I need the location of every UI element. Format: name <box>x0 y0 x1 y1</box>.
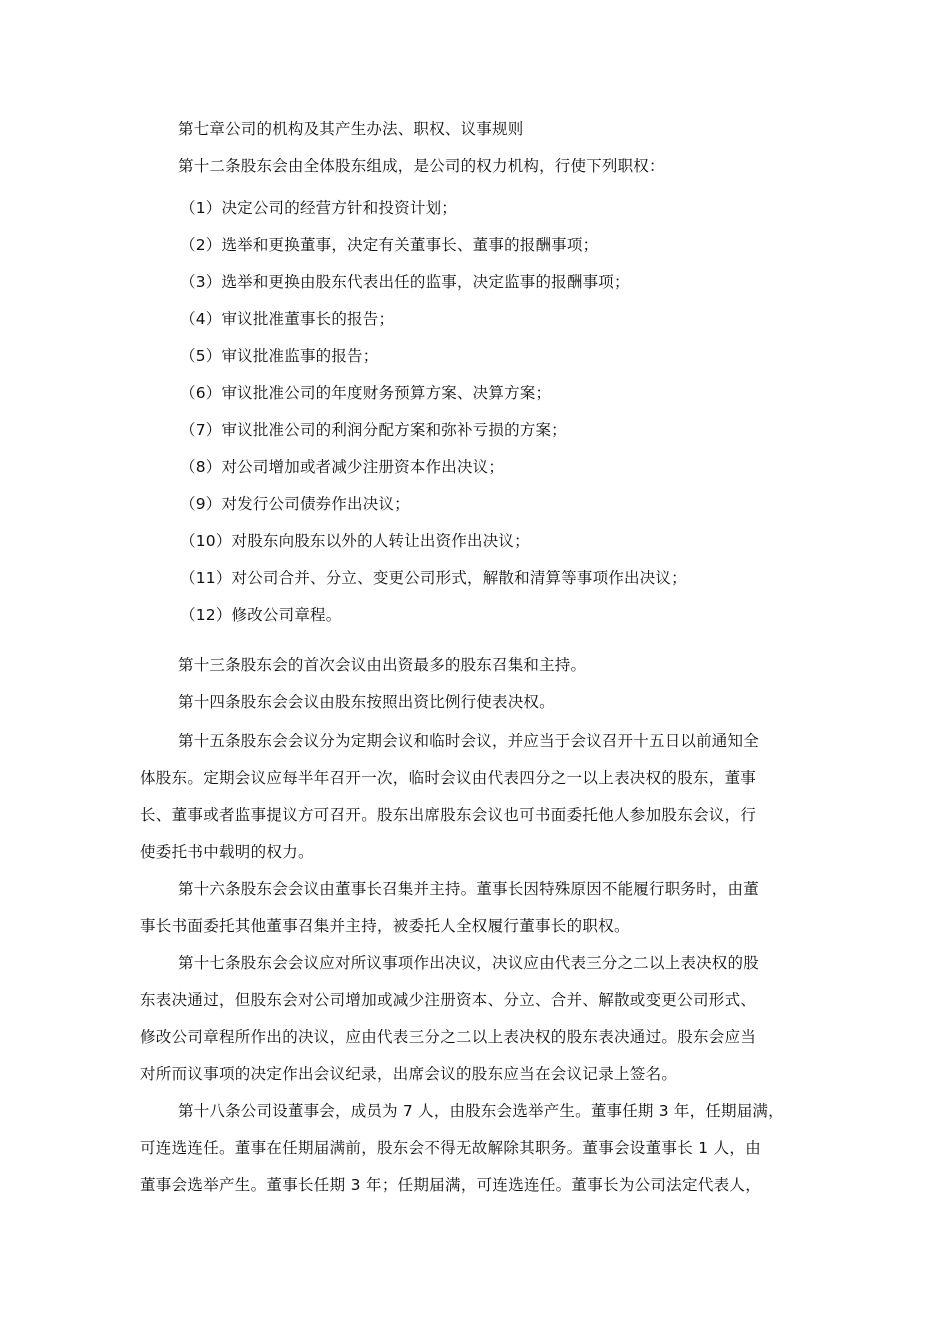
article-17-line-4: 对所而议事项的决定作出会议纪录，出席会议的股东应当在会议记录上签名。 <box>140 1065 678 1083</box>
article-16-line-1: 第十六条股东会会议由董事长召集并主持。董事长因特殊原因不能履行职务时，由董 <box>178 880 759 898</box>
article-14: 第十四条股东会会议由股东按照出资比例行使表决权。 <box>178 693 555 711</box>
article-17-line-1: 第十七条股东会会议应对所议事项作出决议，决议应由代表三分之二以上表决权的股 <box>178 954 759 972</box>
article-15-line-4: 使委托书中载明的权力。 <box>140 843 314 861</box>
article-15-line-3: 长、董事或者监事提议方可召开。股东出席股东会议也可书面委托他人参加股东会议，行 <box>140 806 757 824</box>
article-12-item-9: （9）对发行公司债券作出决议； <box>180 495 410 513</box>
article-12-item-3: （3）选举和更换由股东代表出任的监事，决定监事的报酬事项； <box>180 273 630 291</box>
article-12-item-5: （5）审议批准监事的报告； <box>180 347 379 365</box>
article-12-item-2: （2）选举和更换董事，决定有关董事长、董事的报酬事项； <box>180 236 599 254</box>
chapter-title: 第七章公司的机构及其产生办法、职权、议事规则 <box>178 120 524 138</box>
article-12-item-6: （6）审议批准公司的年度财务预算方案、决算方案； <box>180 384 552 402</box>
article-12-item-11: （11）对公司合并、分立、变更公司形式，解散和清算等事项作出决议； <box>180 569 687 587</box>
article-15-line-1: 第十五条股东会会议分为定期会议和临时会议，并应当于会议召开十五日以前通知全 <box>178 732 759 750</box>
article-12-item-1: （1）决定公司的经营方针和投资计划； <box>180 199 457 217</box>
article-12-intro: 第十二条股东会由全体股东组成，是公司的权力机构，行使下列职权： <box>178 157 665 175</box>
article-18-line-3: 董事会选举产生。董事长任期 3 年；任期届满，可连选连任。董事长为公司法定代表人， <box>140 1176 762 1194</box>
article-17-line-3: 修改公司章程所作出的决议，应由代表三分之二以上表决权的股东表决通过。股东会应当 <box>140 1028 757 1046</box>
article-12-item-4: （4）审议批准董事长的报告； <box>180 310 395 328</box>
article-12-item-8: （8）对公司增加或者减少注册资本作出决议； <box>180 458 505 476</box>
article-12-item-10: （10）对股东向股东以外的人转让出资作出决议； <box>180 532 530 550</box>
article-16-line-2: 事长书面委托其他董事召集并主持，被委托人全权履行董事长的职权。 <box>140 917 630 935</box>
article-15-line-2: 体股东。定期会议应每半年召开一次，临时会议由代表四分之一以上表决权的股东，董事 <box>140 769 757 787</box>
article-17-line-2: 东表决通过，但股东会对公司增加或减少注册资本、分立、合并、解散或变更公司形式、 <box>140 991 757 1009</box>
article-12-item-12: （12）修改公司章程。 <box>180 606 342 624</box>
article-18-line-1: 第十八条公司设董事会，成员为 7 人，由股东会选举产生。董事任期 3 年，任期届满， <box>178 1102 784 1120</box>
article-12-item-7: （7）审议批准公司的利润分配方案和弥补亏损的方案； <box>180 421 567 439</box>
article-13: 第十三条股东会的首次会议由出资最多的股东召集和主持。 <box>178 656 587 674</box>
article-18-line-2: 可连选连任。董事在任期届满前，股东会不得无故解除其职务。董事会设董事长 1 人，由 <box>140 1139 762 1157</box>
